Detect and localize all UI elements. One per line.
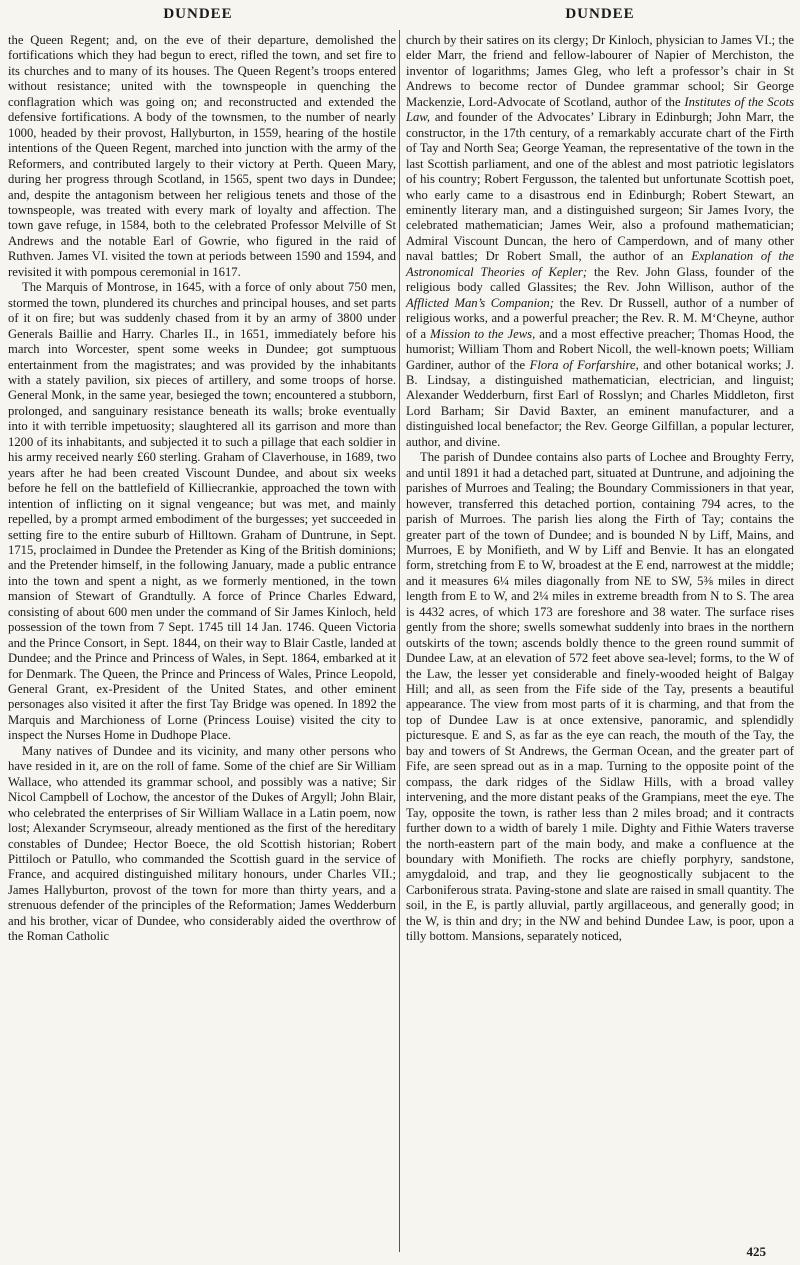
book-title: Afflicted Man’s Companion;	[406, 295, 554, 310]
header-left-title: DUNDEE	[163, 6, 233, 22]
paragraph: Many natives of Dundee and its vicinity, and many other persons who have resided in it, are on the roll of fame. Some of the chief are Sir William Wallace, who attended its grammar school, and possibly was a native; Sir Nicol Campbell of Lochow, the ancestor of the Dukes of Argyll; John Blair, who celebrated the enterprises of Sir William Wallace in a Latin poem, now lost; Alexander Scrymseour, already mentioned as the first of the hereditary constables of Dundee; Hector Boece, the old Scottish historian; Robert Pittiloch or Patullo, who commanded the Scottish guard in the service of France, and acquired distinguished military honours, under Charles VII.; James Hallyburton, provost of the town for more than thirty years, and a strenuous defender of the principles of the Reformation; James Wedderburn and his brother, vicar of Dundee, who considerably aided the overthrow of the Roman Catholic	[8, 743, 396, 944]
book-title: Institutes of the Scots Law,	[406, 94, 794, 125]
book-title: Explanation of the Astronomical Theories of Kepler;	[406, 249, 795, 279]
column-divider	[399, 30, 400, 1252]
paragraph: the Queen Regent; and, on the eve of their departure, demolished the fortifications which they had begun to erect, rifled the town, and set fire to its churches and to many of its houses. The Queen Regent’s troops entered without resistance; united with the townspeople in quenching the conflagration which was going on; and reconstructed and extended the defensive fortifications. A body of the townsmen, to the number of nearly 1000, headed by their provost, Hallyburton, in 1559, hearing of the hostile intentions of the Queen Regent, marched into junction with the army of the Reformers, and contributed largely to their victory at Perth. Queen Mary, during her progress through Scotland, in 1565, spent two days in Dundee; and, despite the antagonism between her religious tenets and those of the townspeople, was treated with every mark of loyalty and affection. The town gave refuge, in 1584, both to the celebrated Professor Melville of St Andrews and the notable Earl of Gowrie, who figured in the raid of Ruthven. James VI. visited the town at periods between 1590 and 1594, and revisited it with pompous ceremonial in 1617.	[8, 33, 396, 279]
book-title: Flora of Forfarshire,	[529, 357, 639, 372]
paragraph: church by their satires on its clergy; Dr Kinloch, physician to James VI.; the elder Marr, the friend and fellow-labourer of Napier of Merchiston, the inventor of logarithms; James Gleg, who left a professor’s chair in St Andrews to become rector of Dundee grammar school; Sir George Mackenzie, Lord-Advocate of Scotland, author of the Institutes of the Scots Law, and founder of the Advocates’ Library in Edinburgh; John Marr, the constructor, in the 17th century, of a remarkably accurate chart of the Firth of Tay and North Sea; George Yeaman, the representative of the town in the last Scottish parliament, and one of the ablest and most patriotic legislators of his country; Robert Fergusson, the talented but unfortunate Scottish poet, who early came to a disastrous end in Edinburgh; Robert Stewart, an eminently literary man, and a distinguished surgeon; Sir James Ivory, the celebrated mathematician; James Weir, also a profound mathematician; Admiral Viscount Duncan, the hero of Camperdown, and of many other naval battles; Dr Robert Small, the author of an Explanation of the Astronomical Theories of Kepler; the Rev. John Glass, founder of the religious body called Glassites; the Rev. John Willison, author of the Afflicted Man’s Companion; the Rev. Dr Russell, author of a number of religious works, and a powerful preacher; the Rev. R. M. M‘Cheyne, author of a Mission to the Jews, and a most effective preacher; Thomas Hood, the humorist; William Thom and Robert Nicoll, the well-known poets; William Gardiner, author of the Flora of Forfarshire, and other botanical works; J. B. Lindsay, a distinguished mathematician, electrician, and linguist; Alexander Wedderburn, first Earl of Rosslyn; and Charles Middleton, first Lord Barham; Sir David Baxter, an eminent manufacturer, and a distinguished local benefactor; the Rev. George Gilfillan, a popular lecturer, author, and divine.	[406, 33, 795, 449]
book-title: Mission to the Jews,	[430, 326, 536, 341]
paragraph: The Marquis of Montrose, in 1645, with a force of only about 750 men, stormed the town, plundered its churches and principal houses, and set parts of it on fire; but was suddenly chased from it by an army of 3800 under Generals Baillie and Harry. Charles II., in 1651, immediately before his march into Worcester, spent some weeks in Dundee; got sumptuous entertainment from the magistrates; and was provided by the inhabitants with a stately pavilion, six pieces of artillery, and some troops of horse. General Monk, in the same year, besieged the town; encountered a stubborn, prolonged, and sanguinary resistance beneath its walls; broke eventually into it with terrible impetuosity; slaughtered all its garrison and more than 1200 of its inhabitants, and subjected it to such a pillage that each soldier in his army received nearly £60 sterling. Graham of Claverhouse, in 1689, two years after he had been created Viscount Dundee, and about six weeks before he fell on the battlefield of Killiecrankie, approached the town with intention of inflicting on it signal vengeance; but was met, and mainly repelled, by a prompt armed embodiment of the burgesses; yet succeeded in setting fire to the entire suburb of Hilltown. Graham of Duntrune, in Sept. 1715, proclaimed in Dundee the Pretender as King of the British dominions; and the Pretender himself, in the following January, made a public entrance into the town and spent a night, as we formerly mentioned, in the town mansion of Stewart of Grandtully. A force of Prince Charles Edward, consisting of about 600 men under the command of Sir James Kinloch, held possession of the town from 7 Sept. 1745 till 14 Jan. 1746. Queen Victoria and the Prince Consort, in Sept. 1844, on their way to Blair Castle, landed at Dundee; and the Prince and Princess of Wales, in Sept. 1864, embarked at it for Denmark. The Queen, the Prince and Princess of Wales, Prince Leopold, General Grant, ex-President of the United States, and other eminent personages also visited it after the first Tay Bridge was opened. In 1892 the Marquis and Marchioness of Lorne (Princess Louise) visited the city to inspect the Nurses Home in Dudhope Place.	[8, 280, 396, 743]
header-right-title: DUNDEE	[565, 6, 635, 22]
running-header	[0, 4, 800, 26]
paragraph: The parish of Dundee contains also parts of Lochee and Broughty Ferry, and until 1891 it had a detached part, situated at Duntrune, and adjoining the parishes of Murroes and Tealing; the Boundary Commissioners in that year, however, transferred this detached portion, containing 794 acres, to the parish of Murroes. The parish lies along the Firth of Tay; contains the greater part of the town of Dundee; and is bounded N by Liff, Mains, and Murroes, E by Monifieth, and W by Liff and Benvie. It has an elongated form, stretching from E to W, broadest at the E end, narrowest at the middle; and it measures 6¼ miles diagonally from NE to SW, 5⅜ miles in direct length from E to W, and 2¼ miles in extreme breadth from N to S. The area is 4432 acres, of which 173 are foreshore and 38 water. The surface rises gently from the shore; swells somewhat suddenly into braes in the northern outskirts of the town; ascends boldly thence to the green round summit of Dundee Law, at an elevation of 572 feet above sea-level; forms, to the W of the Law, the lesser yet considerable and finely-wooded height of Balgay Hill; and all, as seen from the Fife side of the Tay, presents a beautiful appearance. The view from most parts of it is charming, and that from the top of Dundee Law is at once extensive, panoramic, and splendidly picturesque. E and S, as far as the eye can reach, the mouth of the Tay, the bay and towers of St Andrews, the German Ocean, and the greater part of Fife, are seen spread out as in a map. Turning to the opposite point of the compass, the dark ridges of the Sidlaw Hills, with a broad valley intervening, and the more distant peaks of the Grampians, meet the eye. The Tay, opposite the town, is rather less than 2 miles broad; and it contracts further down to a width of barely 1 mile. Dighty and Fithie Waters traverse the north-eastern part of the main body, and make a confluence at the boundary with Monifieth. The rocks are chiefly porphyry, sandstone, amygdaloid, and trap, and they lie geognostically subjacent to the Carboniferous strata. Paving-stone and slate are raised in small quantity. The soil, in the E, is partly alluvial, partly argillaceous, and generally good; in the W, is thin and dry; in the NW and behind Dundee Law, is poor, upon a tilly bottom. Mansions, separately noticed,	[406, 450, 794, 944]
left-column	[8, 33, 396, 945]
right-column	[406, 33, 794, 945]
page-number: 425	[746, 1244, 766, 1259]
